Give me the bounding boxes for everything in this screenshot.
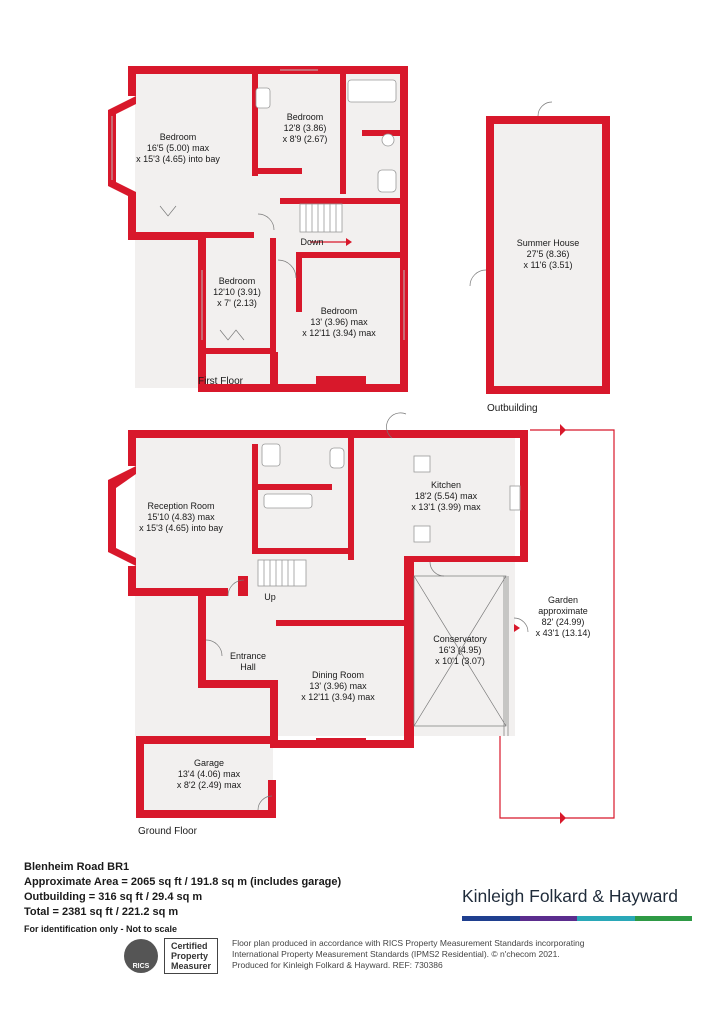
bedroom4-dim2: x 12'11 (3.94) max <box>302 328 376 338</box>
certified-measurer-box <box>164 938 218 974</box>
reception-dim2: x 15'3 (4.65) into bay <box>139 523 223 533</box>
dining-dim2: x 12'11 (3.94) max <box>301 692 375 702</box>
brand-bar-green <box>635 916 693 921</box>
bedroom2-dim1: 12'8 (3.86) <box>283 123 327 133</box>
bedroom2-dim2: x 8'9 (2.67) <box>282 134 328 144</box>
brand-name: Kinleigh Folkard & Hayward <box>462 886 678 906</box>
rics-badge-line3: Measurer <box>171 961 212 971</box>
summer-house-dim2: x 11'6 (3.51) <box>523 260 573 270</box>
garage-name: Garage <box>193 758 225 768</box>
disclaimer-line2: International Property Measurement Standards (IPMS2 Residential). © n'checom 2021. <box>232 949 560 959</box>
entrance-line1: Entrance <box>229 651 267 661</box>
garden-line1: Garden <box>547 595 579 605</box>
bedroom4-name: Bedroom <box>320 306 358 316</box>
bedroom3-dim2: x 7' (2.13) <box>217 298 257 308</box>
bedroom3-name: Bedroom <box>218 276 256 286</box>
bedroom4-dim1: 13' (3.96) max <box>310 317 368 327</box>
bedroom1-dim2: x 15'3 (4.65) into bay <box>136 154 220 164</box>
first-floor-plan <box>108 66 408 392</box>
garden-line3: 82' (24.99) <box>541 617 585 627</box>
garage-dim1: 13'4 (4.06) max <box>177 769 241 779</box>
kitchen-dim2: x 13'1 (3.99) max <box>411 502 481 512</box>
garden-line4: x 43'1 (13.14) <box>535 628 591 638</box>
down-label: Down <box>300 237 324 247</box>
disclaimer-line1: Floor plan produced in accordance with RICS Property Measurement Standards incorporating <box>232 938 585 948</box>
rics-logo-icon <box>124 939 158 973</box>
disclaimer-line3: Produced for Kinleigh Folkard & Hayward. REF: 730386 <box>232 960 443 970</box>
outbuilding-area: Outbuilding = 316 sq ft / 29.4 sq m <box>24 891 203 903</box>
ground-floor-label: Ground Floor <box>138 826 197 837</box>
summer-house-name: Summer House <box>516 238 580 248</box>
reception-name: Reception Room <box>147 501 215 511</box>
outbuilding-label: Outbuilding <box>487 403 538 414</box>
rics-logo-text: RICS <box>132 963 150 970</box>
bedroom1-name: Bedroom <box>159 132 197 142</box>
brand-bar-purple <box>520 916 578 921</box>
kitchen-dim1: 18'2 (5.54) max <box>414 491 478 501</box>
first-floor-label: First Floor <box>198 376 243 387</box>
ground-floor-plan <box>108 413 614 824</box>
address: Blenheim Road BR1 <box>24 861 130 873</box>
entrance-line2: Hall <box>240 662 256 672</box>
brand-bar-blue <box>462 916 520 921</box>
property-info <box>24 860 341 937</box>
approximate-area: Approximate Area = 2065 sq ft / 191.8 sq m (includes garage) <box>24 876 342 888</box>
conservatory-dim1: 16'3 (4.95) <box>438 645 482 655</box>
brand-bar-teal <box>577 916 635 921</box>
garden-line2: approximate <box>538 606 588 616</box>
outbuilding-plan <box>470 102 610 394</box>
bedroom2-name: Bedroom <box>286 112 324 122</box>
conservatory-dim2: x 10'1 (3.07) <box>435 656 485 666</box>
rics-badge-line1: Certified <box>171 941 208 951</box>
bedroom1-dim1: 16'5 (5.00) max <box>146 143 210 153</box>
summer-house-dim1: 27'5 (8.36) <box>526 249 570 259</box>
bedroom3-dim1: 12'10 (3.91) <box>213 287 261 297</box>
brand-color-bar <box>462 916 692 921</box>
reception-dim1: 15'10 (4.83) max <box>147 512 215 522</box>
garage-dim2: x 8'2 (2.49) max <box>176 780 242 790</box>
dining-name: Dining Room <box>311 670 365 680</box>
identification-note: For identification only - Not to scale <box>24 924 178 934</box>
kitchen-name: Kitchen <box>430 480 462 490</box>
rics-badge <box>124 938 218 974</box>
up-label: Up <box>264 592 276 602</box>
total-area: Total = 2381 sq ft / 221.2 sq m <box>24 906 179 918</box>
disclaimer <box>232 938 612 971</box>
conservatory-name: Conservatory <box>433 634 487 644</box>
rics-badge-line2: Property <box>171 951 209 961</box>
dining-dim1: 13' (3.96) max <box>309 681 367 691</box>
